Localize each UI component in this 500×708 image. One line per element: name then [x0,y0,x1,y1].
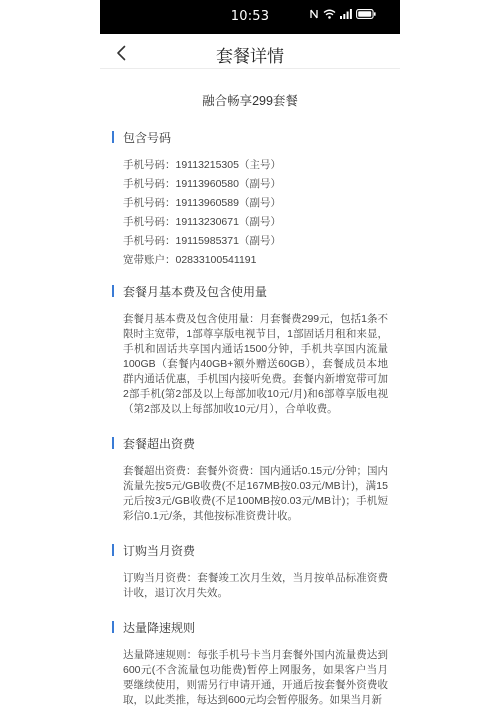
section-accent-bar [112,544,114,556]
status-bar [100,0,400,34]
section-text: 达量降速规则：每张手机号卡当月套餐外国内流量费达到600元(不含流量包功能费)暂停上网服务，如果客户当月要继续使用，则需另行申请开通，开通后按套餐外资费收取，以此类推，每达到600元均会暂停服务。如果当月新 [123,649,388,706]
section-title-text: 套餐月基本费及包含使用量 [123,284,268,299]
number-line: 手机号码：19113230671（副号） [123,216,281,228]
number-line: 手机号码：19113215305（主号） [123,159,281,171]
number-line: 手机号码：19115985371（副号） [123,235,281,247]
section-title-text: 达量降速规则 [123,620,196,635]
left-margin [0,0,100,667]
section-title [112,283,388,299]
status-time: 10:53 [230,9,270,24]
section-throttle-rule [112,619,388,708]
battery-icon [356,9,376,19]
section-accent-bar [112,131,114,143]
wifi-icon [323,9,336,19]
number-line: 手机号码：19113960580（副号） [123,178,281,190]
nfc-icon [309,9,319,19]
number-line: 手机号码：19113960589（副号） [123,197,281,209]
section-accent-bar [112,437,114,449]
section-overage-fee [112,435,388,524]
section-title [112,619,388,635]
section-title [112,542,388,558]
section-text: 套餐超出资费：套餐外资费：国内通话0.15元/分钟；国内流量先按5元/GB收费(不足167MB按0.03元/MB计)，满15元后按3元/GB收费(不足100MB按0.03元/MB计)；手机短彩信0.1元/条，其他按标准资费计收。 [123,465,388,522]
section-body [112,156,388,270]
phone-screen [100,0,400,706]
right-margin [400,0,500,667]
section-title [112,129,388,145]
section-numbers [112,129,388,270]
section-basic-fee [112,283,388,417]
section-title-text: 套餐超出资费 [123,436,196,451]
broadband-account-line: 宽带账户：02833100541191 [123,254,257,266]
package-name: 融合畅享299套餐 [202,94,298,108]
section-title-text: 订购当月资费 [123,543,196,558]
signal-icon [340,9,352,19]
nav-divider [100,68,400,69]
status-icons [309,9,376,19]
section-accent-bar [112,285,114,297]
section-text: 套餐月基本费及包含使用量：月套餐费299元，包括1条不限时主宽带，1部尊享版电视节目，1部固话月租和来显，手机和固话共享国内通话1500分钟，手机共享国内流量100GB（套餐内40GB+额外赠送60GB），套餐成员本地群内通话优惠，手机国内接听免费。套餐内新增宽带可加2部手机(第2部及以上每部加收10元/月)和6部尊享版电视（第2部及以上每部加收10元/月），合单收费。 [123,313,388,415]
detail-content [100,91,400,708]
page-title: 套餐详情 [216,47,284,66]
section-accent-bar [112,621,114,633]
section-title-text: 包含号码 [123,130,172,145]
section-first-month-fee [112,542,388,601]
section-text: 订购当月资费：套餐竣工次月生效，当月按单品标准资费计收，退订次月失效。 [123,572,388,599]
section-title [112,435,388,451]
nav-bar [100,38,400,68]
